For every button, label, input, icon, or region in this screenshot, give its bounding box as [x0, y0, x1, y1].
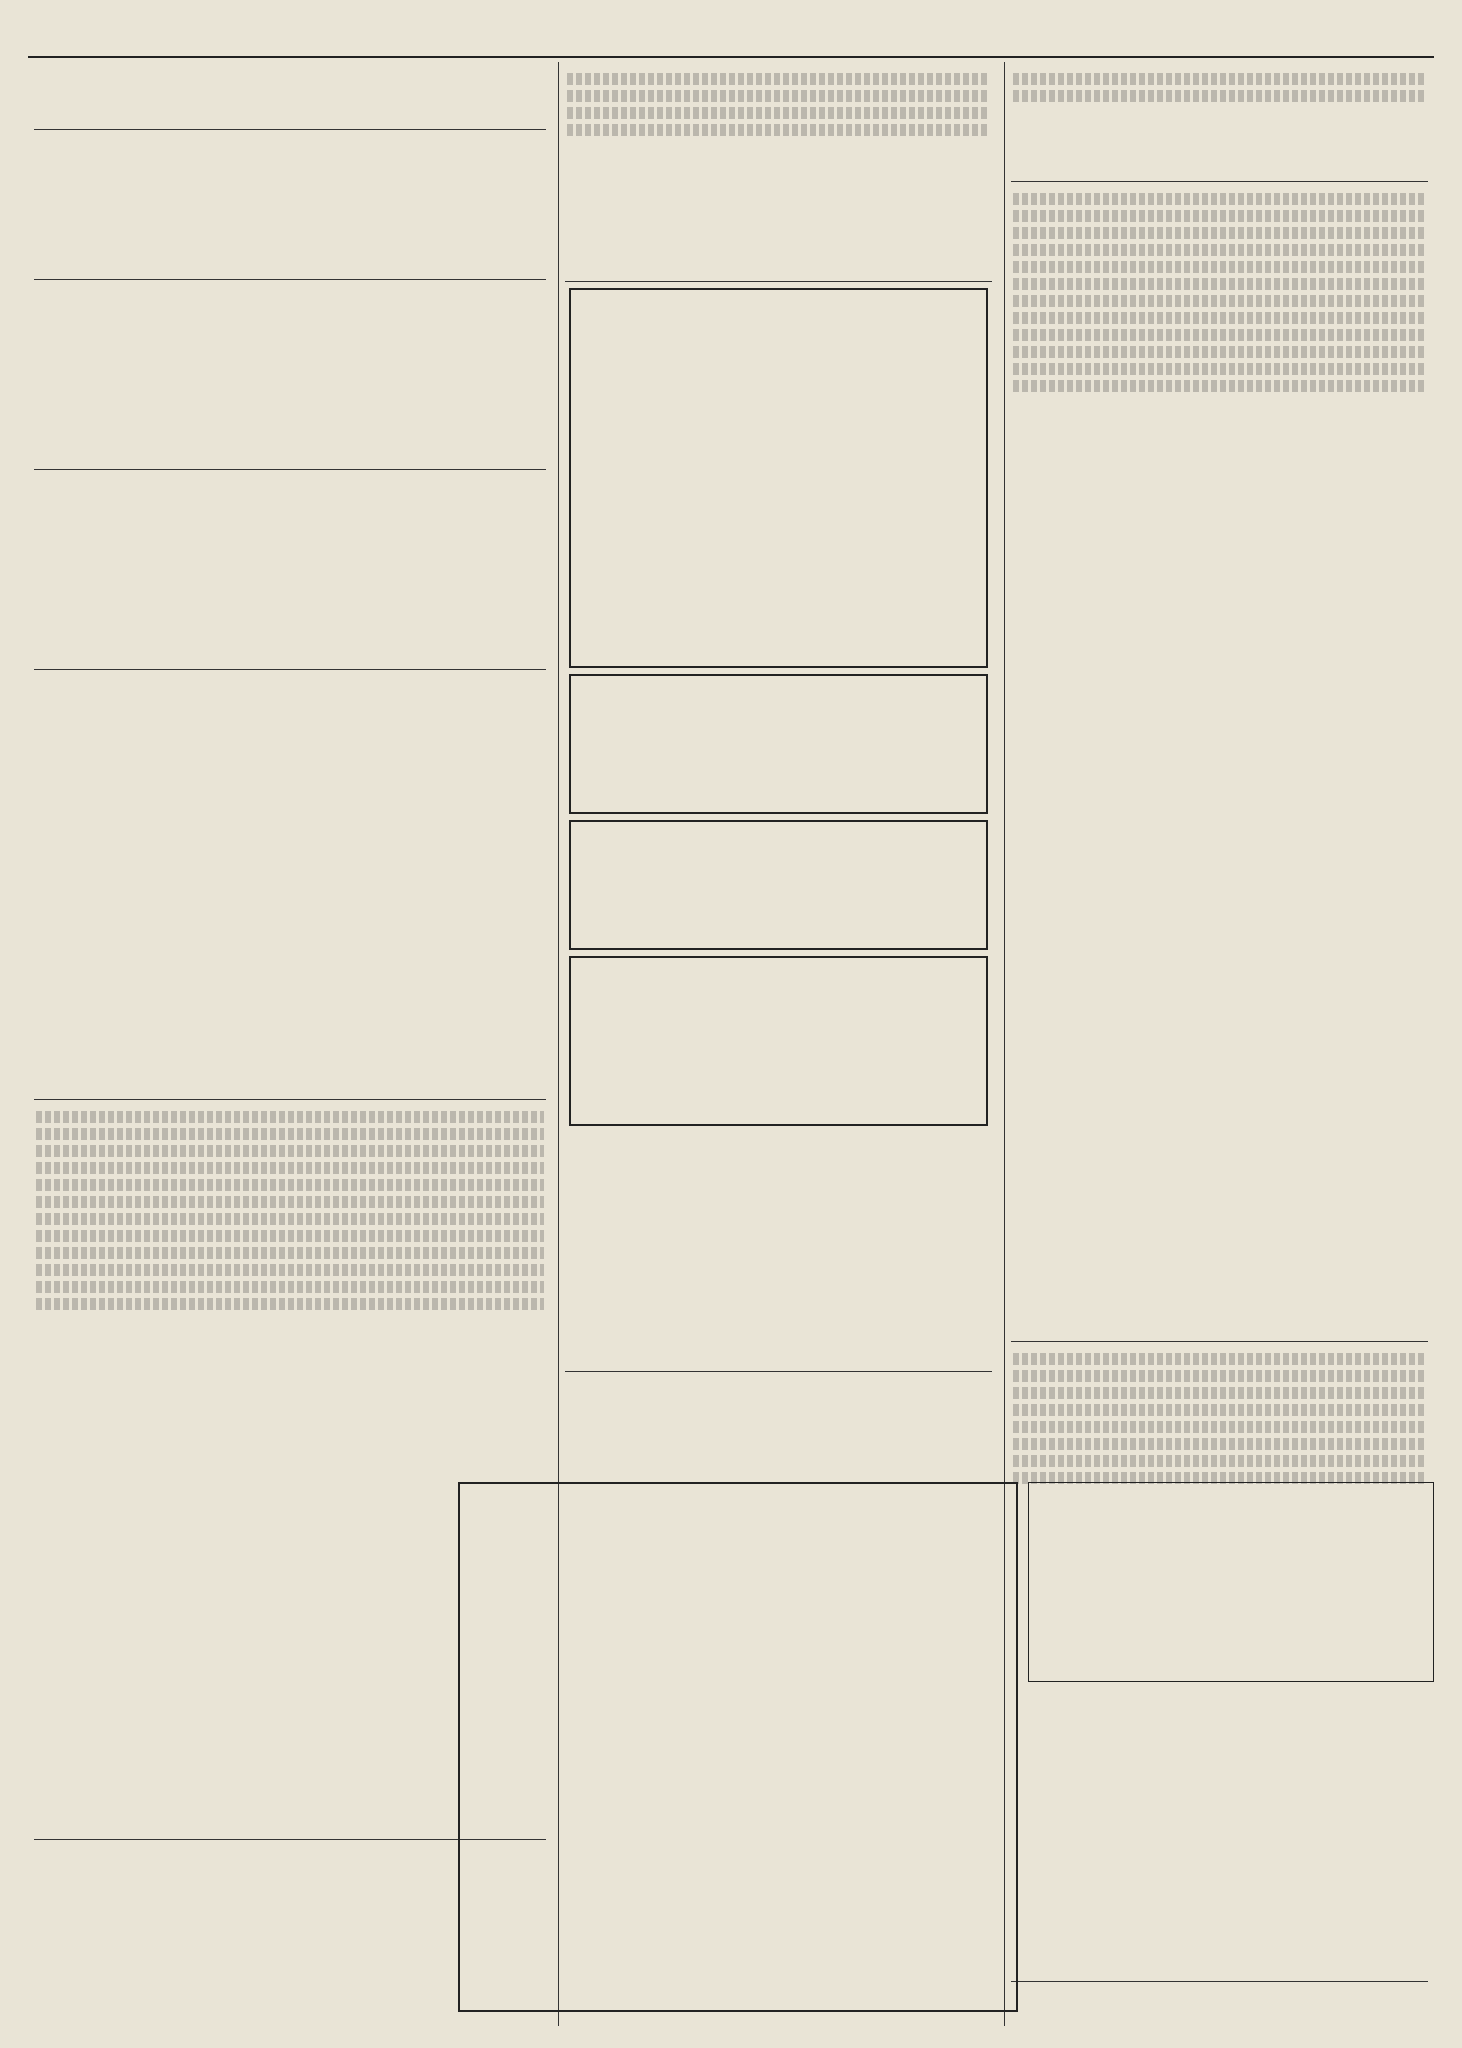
lead-headline: [1011, 62, 1428, 182]
show-ad: [569, 674, 988, 814]
classified-ad-2: [34, 130, 546, 280]
top-notice: [565, 62, 992, 282]
classified-ad-1: [34, 62, 546, 130]
classified-ad-4: [34, 470, 546, 670]
program-ad: [569, 956, 988, 1126]
masthead: [28, 22, 1434, 58]
newspaper-page: [28, 22, 1434, 2026]
classified-ad-5: [34, 670, 546, 1100]
classified-ad-3: [34, 280, 546, 470]
bottom-banner-ad: [458, 1482, 1018, 2012]
thanks-notice: [565, 1132, 992, 1372]
theater-ad: [569, 288, 988, 668]
theater2-ad: [569, 820, 988, 950]
bottom-right-box: [1028, 1482, 1434, 1682]
news-column-right: [1004, 62, 1434, 2026]
news-story: [1011, 182, 1428, 1342]
